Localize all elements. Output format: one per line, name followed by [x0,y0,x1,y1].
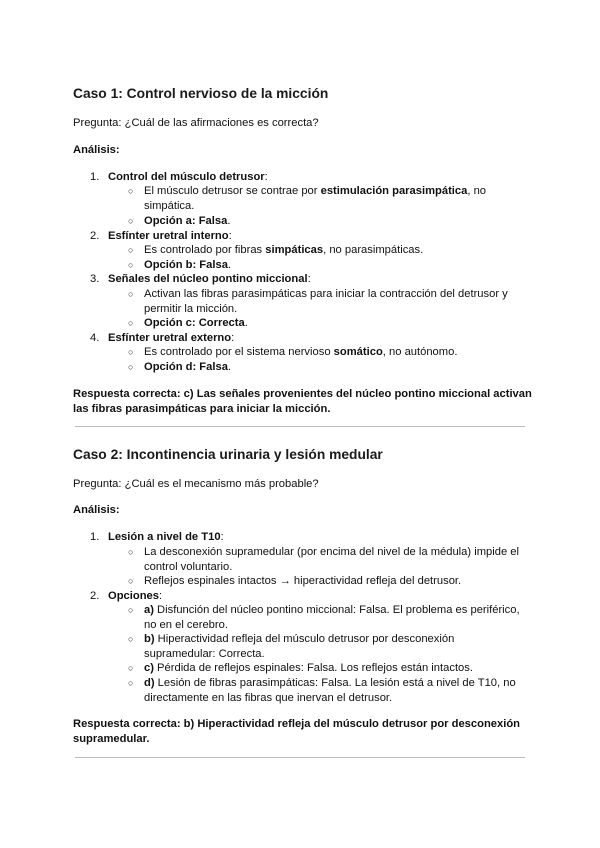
case1-question: Pregunta: ¿Cuál de las afirmaciones es correcta? [73,117,319,129]
item-label: Esfínter uretral interno [108,230,229,242]
sub-text: Pérdida de reflejos espinales: Falsa. Los reflejos están intactos. [153,662,473,674]
case1-analysis-label: Análisis: [73,144,120,156]
sub-bold: a) [144,604,154,616]
bullet-icon: ○ [128,634,134,644]
bullet-icon: ○ [128,318,134,328]
bullet-icon: ○ [128,245,134,255]
item-suffix: : [220,531,224,543]
list-number: 4. [90,332,100,344]
sub-text: . [227,259,232,271]
bullet-icon: ○ [128,605,134,615]
bullet-icon: ○ [128,547,134,557]
sub-text: , no autónomo. [382,346,458,358]
item-suffix: : [307,273,311,285]
sub-bold: Opción c: Correcta [144,317,245,329]
item-label: Lesión a nivel de T10 [108,531,221,543]
sub-text: . [227,215,231,227]
bullet-icon: ○ [128,678,134,688]
item-label: Control del músculo detrusor [108,171,265,183]
item-suffix: : [228,230,232,242]
item-suffix: : [264,171,268,183]
sub-bold: simpáticas [265,244,324,256]
item-suffix: : [231,332,235,344]
sub-bold: Opción b: Falsa [144,259,228,271]
sub-text: Hiperactividad refleja del músculo detrusor por desconexión supramedular: Correcta. [144,633,455,660]
bullet-icon: ○ [128,289,134,299]
item-label: Señales del núcleo pontino miccional [108,273,308,285]
sub-text: , no parasimpáticas. [323,244,424,256]
case1-title: Caso 1: Control nervioso de la micción [73,86,329,101]
sub-text: , no simpática. [144,185,487,212]
case1-answer: Respuesta correcta: c) Las señales provenientes del núcleo pontino miccional activan las fibras parasimpáticas para iniciar la micción. [73,388,532,415]
case2-question: Pregunta: ¿Cuál es el mecanismo más probable? [73,478,319,490]
list-number: 3. [90,273,100,285]
sub-text: Reflejos espinales intactos → hiperactividad refleja del detrusor. [144,575,462,587]
item-label: Opciones [108,590,159,602]
sub-text: Es controlado por fibras [144,244,266,256]
sub-text: Lesión de fibras parasimpáticas: Falsa. La lesión está a nivel de T10, no directamente en las fibras que inervan el detrusor. [144,677,516,704]
case2-answer: Respuesta correcta: b) Hiperactividad refleja del músculo detrusor por desconexión supramedular. [73,718,521,745]
bullet-icon: ○ [128,362,134,372]
case2-title: Caso 2: Incontinencia urinaria y lesión medular [73,447,383,462]
item-label: Esfínter uretral externo [108,332,232,344]
sub-bold: b) [144,633,155,645]
bullet-icon: ○ [128,347,134,357]
list-number: 1. [90,171,100,183]
item-suffix: : [158,590,163,602]
bullet-icon: ○ [128,576,134,586]
bullet-icon: ○ [128,186,134,196]
case2-analysis-label: Análisis: [73,504,120,516]
sub-bold: Opción d: Falsa [144,361,228,373]
sub-bold: Opción a: Falsa [144,215,228,227]
list-number: 1. [90,531,100,543]
list-number: 2. [90,230,100,242]
sub-text: . [227,361,232,373]
bullet-icon: ○ [128,663,134,673]
list-number: 2. [90,590,100,602]
sub-text: Disfunción del núcleo pontino miccional: Falsa. El problema es periférico, no en el cerebro. [144,604,520,631]
sub-bold: d) [144,677,155,689]
bullet-icon: ○ [128,216,134,226]
sub-text: El músculo detrusor se contrae por [144,185,321,197]
sub-bold: c) [144,662,154,674]
sub-text: Es controlado por el sistema nervioso [144,346,334,358]
sub-text: La desconexión supramedular (por encima del nivel de la médula) impide el control voluntario. [144,546,519,573]
divider [75,757,525,758]
sub-bold: somático [333,346,383,358]
bullet-icon: ○ [128,260,134,270]
divider [75,426,525,427]
sub-bold: estimulación parasimpática [320,185,468,197]
sub-text: Activan las fibras parasimpáticas para iniciar la contracción del detrusor y permitir la micción. [144,288,508,315]
sub-text: . [244,317,248,329]
